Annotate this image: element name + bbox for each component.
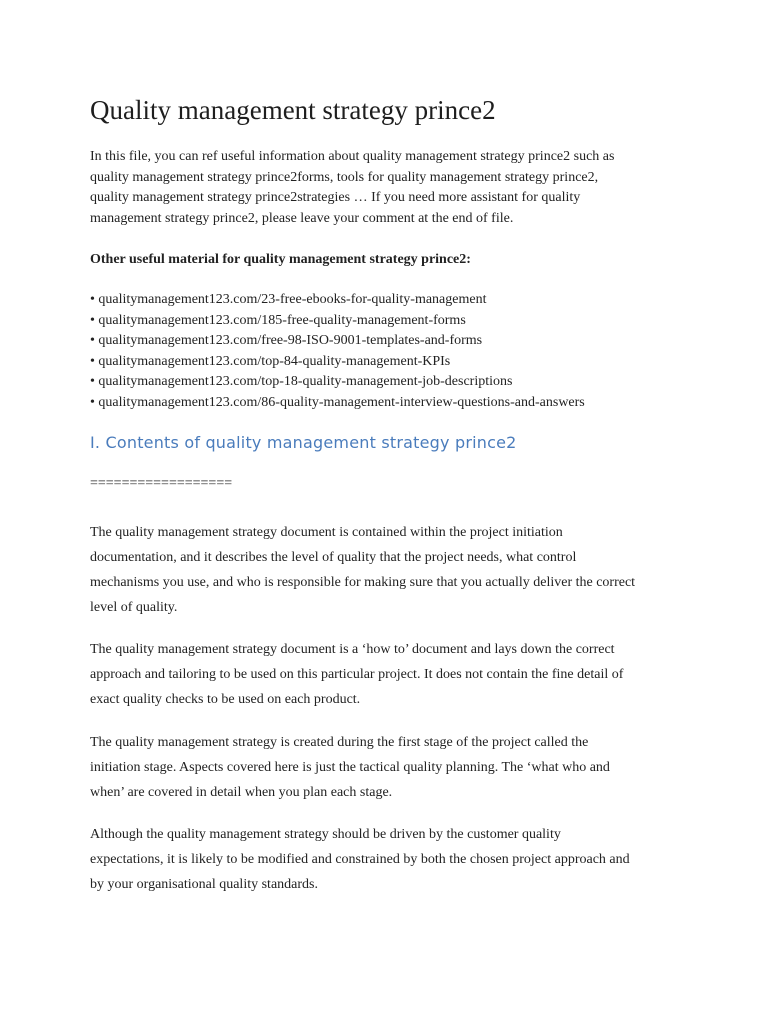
intro-line: management strategy prince2, please leave your comment at the end of file. [90, 210, 514, 226]
paragraph-line: mechanisms you use, and who is responsible for making sure that you actually deliver the correct [90, 575, 636, 590]
material-link[interactable]: • qualitymanagement123.com/185-free-quality-management-forms [90, 312, 466, 328]
paragraph-line: documentation, and it describes the level of quality that the project needs, what control [90, 550, 577, 565]
paragraph-line: The quality management strategy document is a ‘how to’ document and lays down the correct [90, 642, 615, 657]
paragraph-line: approach and tailoring to be used on this particular project. It does not contain the fine detail of [90, 667, 624, 682]
paragraph-line: level of quality. [90, 600, 178, 615]
material-link[interactable]: • qualitymanagement123.com/86-quality-management-interview-questions-and-answers [90, 394, 585, 410]
other-material-heading: Other useful material for quality management strategy prince2: [90, 252, 471, 267]
body-paragraph [90, 637, 690, 712]
intro-line: In this file, you can ref useful information about quality management strategy prince2 such as [90, 149, 615, 164]
paragraph-line: exact quality checks to be used on each product. [90, 692, 361, 707]
body-paragraph [90, 730, 690, 805]
paragraph-line: The quality management strategy is created during the first stage of the project called the [90, 735, 589, 750]
paragraph-line: expectations, it is likely to be modified and constrained by both the chosen project approach and [90, 852, 630, 867]
paragraph-line: initiation stage. Aspects covered here is just the tactical quality planning. The ‘what who and [90, 760, 610, 775]
paragraph-line: The quality management strategy document is contained within the project initiation [90, 525, 563, 540]
material-link[interactable]: • qualitymanagement123.com/top-18-quality-management-job-descriptions [90, 374, 513, 389]
material-link[interactable]: • qualitymanagement123.com/top-84-quality-management-KPIs [90, 353, 451, 369]
body-paragraph [90, 520, 690, 620]
intro-line: quality management strategy prince2strategies … If you need more assistant for quality [90, 190, 581, 205]
body-paragraph [90, 822, 690, 897]
separator-line: ================== [90, 476, 233, 491]
paragraph-line: Although the quality management strategy should be driven by the customer quality [90, 827, 561, 842]
section-heading-contents: I. Contents of quality management strategy prince2 [90, 433, 517, 452]
paragraph-line: by your organisational quality standards. [90, 877, 318, 892]
paragraph-line: when’ are covered in detail when you plan each stage. [90, 785, 393, 800]
material-link[interactable]: • qualitymanagement123.com/free-98-ISO-9001-templates-and-forms [90, 333, 483, 348]
material-link[interactable]: • qualitymanagement123.com/23-free-ebooks-for-quality-management [90, 292, 487, 307]
intro-paragraph [90, 147, 682, 229]
intro-line: quality management strategy prince2forms, tools for quality management strategy prince2, [90, 169, 599, 185]
page-title: Quality management strategy prince2 [90, 95, 496, 125]
material-link-list [90, 290, 585, 413]
